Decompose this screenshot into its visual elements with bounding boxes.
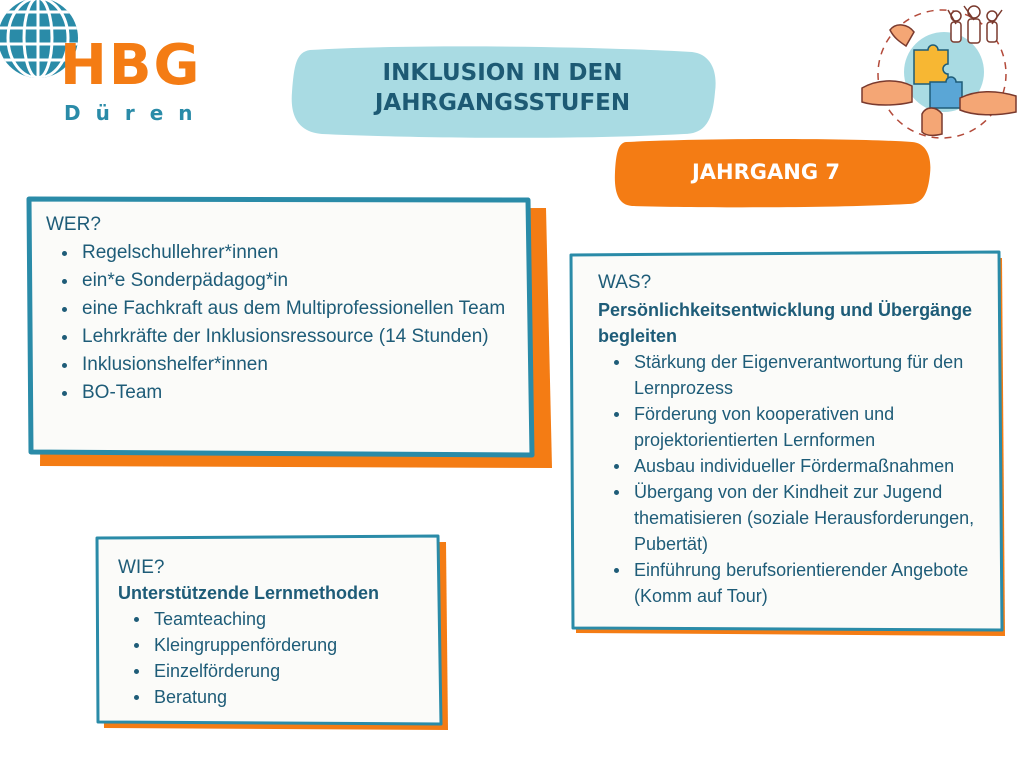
wie-subheading: Unterstützende Lernmethoden [118, 583, 380, 603]
page-title: INKLUSION IN DEN JAHRGANGSSTUFEN [374, 60, 631, 116]
list-item: Beratung [118, 684, 434, 710]
list-item: Einzelförderung [118, 658, 434, 684]
list-item: Regelschullehrer*innen [46, 239, 528, 267]
list-item: Teamteaching [118, 606, 434, 632]
list-item: eine Fachkraft aus dem Multiprofessionellen Team [46, 295, 528, 323]
was-box [598, 271, 994, 609]
helping-hands-puzzle-illustration [856, 2, 1020, 144]
list-item: Inklusionshelfer*innen [46, 351, 528, 379]
list-item: BO-Team [46, 379, 528, 407]
list-item: Einführung berufsorientierender Angebote (Komm auf Tour) [598, 557, 994, 609]
logo-letters: HBG [60, 33, 202, 98]
list-item: Förderung von kooperativen und projektorientierten Lernformen [598, 401, 994, 453]
year-badge: JAHRGANG 7 [691, 160, 841, 184]
wer-box [46, 213, 528, 407]
list-item: Lehrkräfte der Inklusionsressource (14 Stunden) [46, 323, 528, 351]
wie-heading: WIE? [118, 557, 165, 578]
list-item: Kleingruppenförderung [118, 632, 434, 658]
wer-list [46, 239, 528, 407]
wer-heading: WER? [46, 214, 101, 235]
list-item: Übergang von der Kindheit zur Jugend thematisieren (soziale Herausforderungen, Pubertät) [598, 479, 994, 557]
list-item: ein*e Sonderpädagog*in [46, 267, 528, 295]
logo-city: Düren [64, 101, 208, 125]
wie-box [118, 556, 434, 710]
was-subheading: Persönlichkeitsentwicklung und Übergänge begleiten [598, 300, 973, 346]
list-item: Stärkung der Eigenverantwortung für den Lernprozess [598, 349, 994, 401]
list-item: Ausbau individueller Fördermaßnahmen [598, 453, 994, 479]
was-heading: WAS? [598, 272, 652, 293]
wie-list [118, 606, 434, 710]
was-list [598, 349, 994, 609]
